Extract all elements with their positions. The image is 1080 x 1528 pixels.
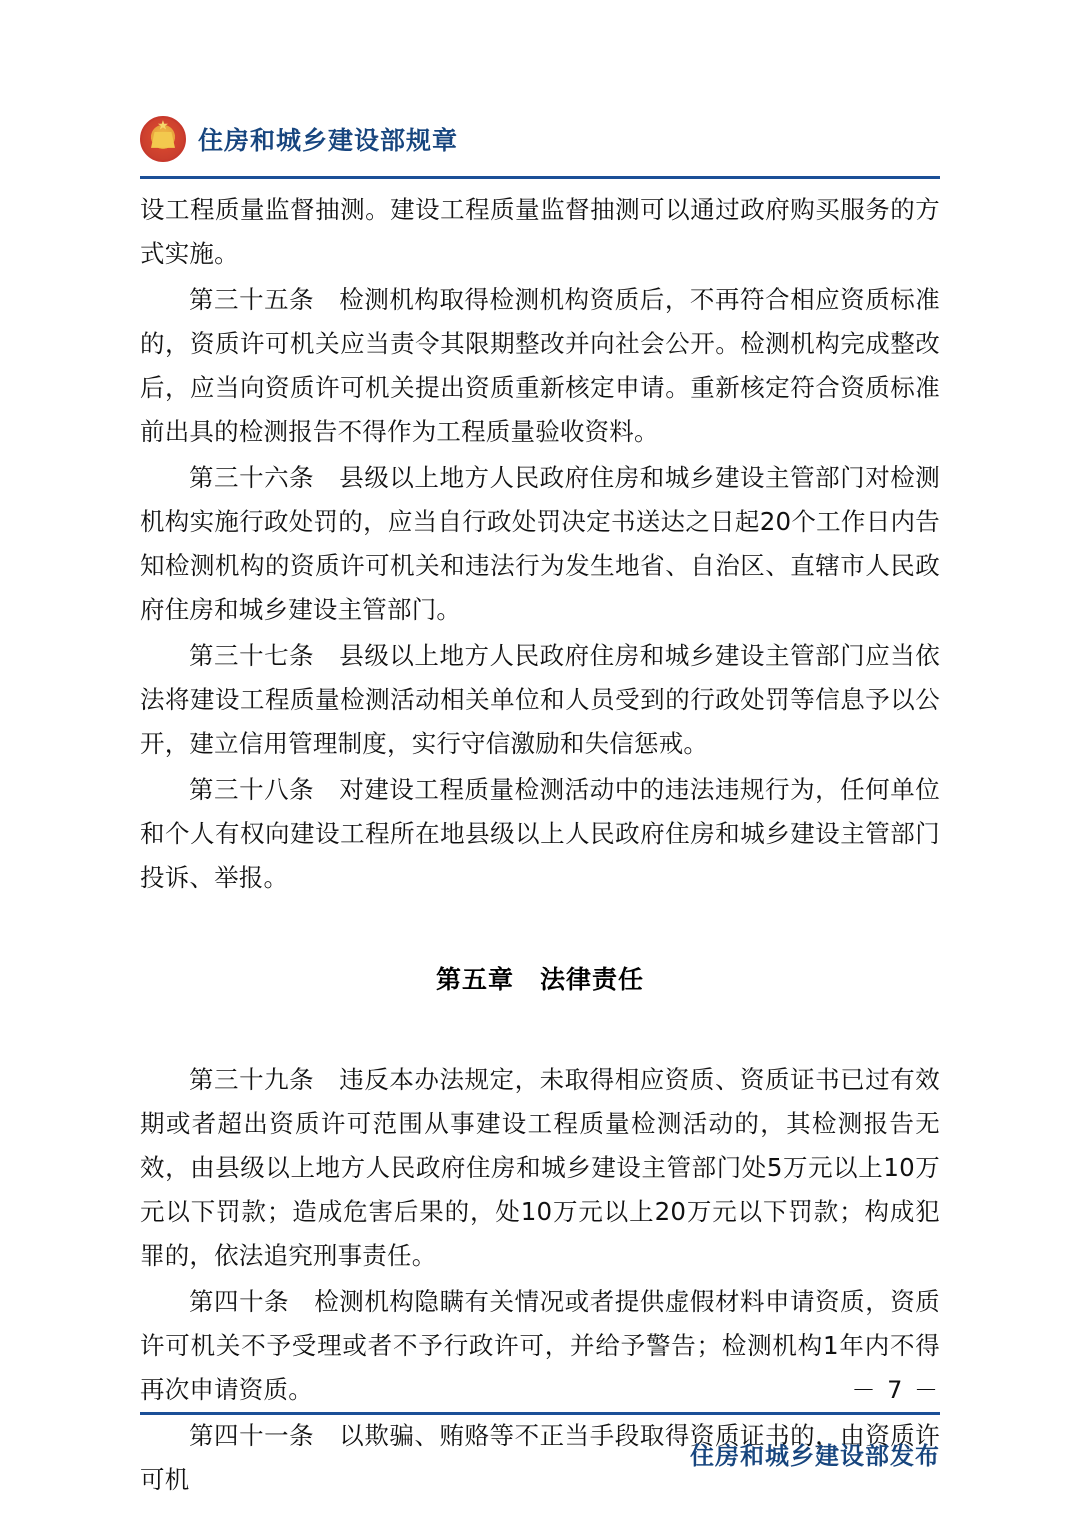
document-body [140,188,940,1504]
national-emblem-icon [140,116,186,162]
paragraph: 第四十一条 以欺骗、贿赂等不正当手段取得资质证书的，由资质许可机 [140,1421,940,1494]
chapter-title: 第五章 法律责任 [435,965,644,994]
publisher-label: 住房和城乡建设部发布 [690,1442,940,1470]
footer-divider [140,1412,940,1415]
paragraph: 第三十七条 县级以上地方人民政府住房和城乡建设主管部门应当依法将建设工程质量检测活动相关单位和人员受到的行政处罚等信息予以公开，建立信用管理制度，实行守信激励和失信惩戒。 [140,641,940,758]
spacer [140,1002,940,1058]
document-header [140,108,940,170]
paragraph: 第四十条 检测机构隐瞒有关情况或者提供虚假材料申请资质，资质许可机关不予受理或者不予行政许可，并给予警告；检测机构1年内不得再次申请资质。 [140,1287,940,1404]
paragraph: 设工程质量监督抽测。建设工程质量监督抽测可以通过政府购买服务的方式实施。 [140,195,940,268]
paragraph: 第三十六条 县级以上地方人民政府住房和城乡建设主管部门对检测机构实施行政处罚的，应当自行政处罚决定书送达之日起20个工作日内告知检测机构的资质许可机关和违法行为发生地省、自治区、直辖市人民政府住房和城乡建设主管部门。 [140,463,940,624]
header-divider [140,176,940,179]
header-title: 住房和城乡建设部规章 [198,126,459,155]
spacer [140,902,940,958]
paragraph: 第三十八条 对建设工程质量检测活动中的违法违规行为，任何单位和个人有权向建设工程所在地县级以上人民政府住房和城乡建设主管部门投诉、举报。 [140,775,940,892]
page-number: － 7 － [851,1376,940,1404]
paragraph: 第三十九条 违反本办法规定，未取得相应资质、资质证书已过有效期或者超出资质许可范围从事建设工程质量检测活动的，其检测报告无效，由县级以上地方人民政府住房和城乡建设主管部门处5万元以上10万元以下罚款；造成危害后果的，处10万元以上20万元以下罚款；构成犯罪的，依法追究刑事责任。 [140,1065,940,1270]
paragraph: 第三十五条 检测机构取得检测机构资质后，不再符合相应资质标准的，资质许可机关应当责令其限期整改并向社会公开。检测机构完成整改后，应当向资质许可机关提出资质重新核定申请。重新核定符合资质标准前出具的检测报告不得作为工程质量验收资料。 [140,285,940,446]
